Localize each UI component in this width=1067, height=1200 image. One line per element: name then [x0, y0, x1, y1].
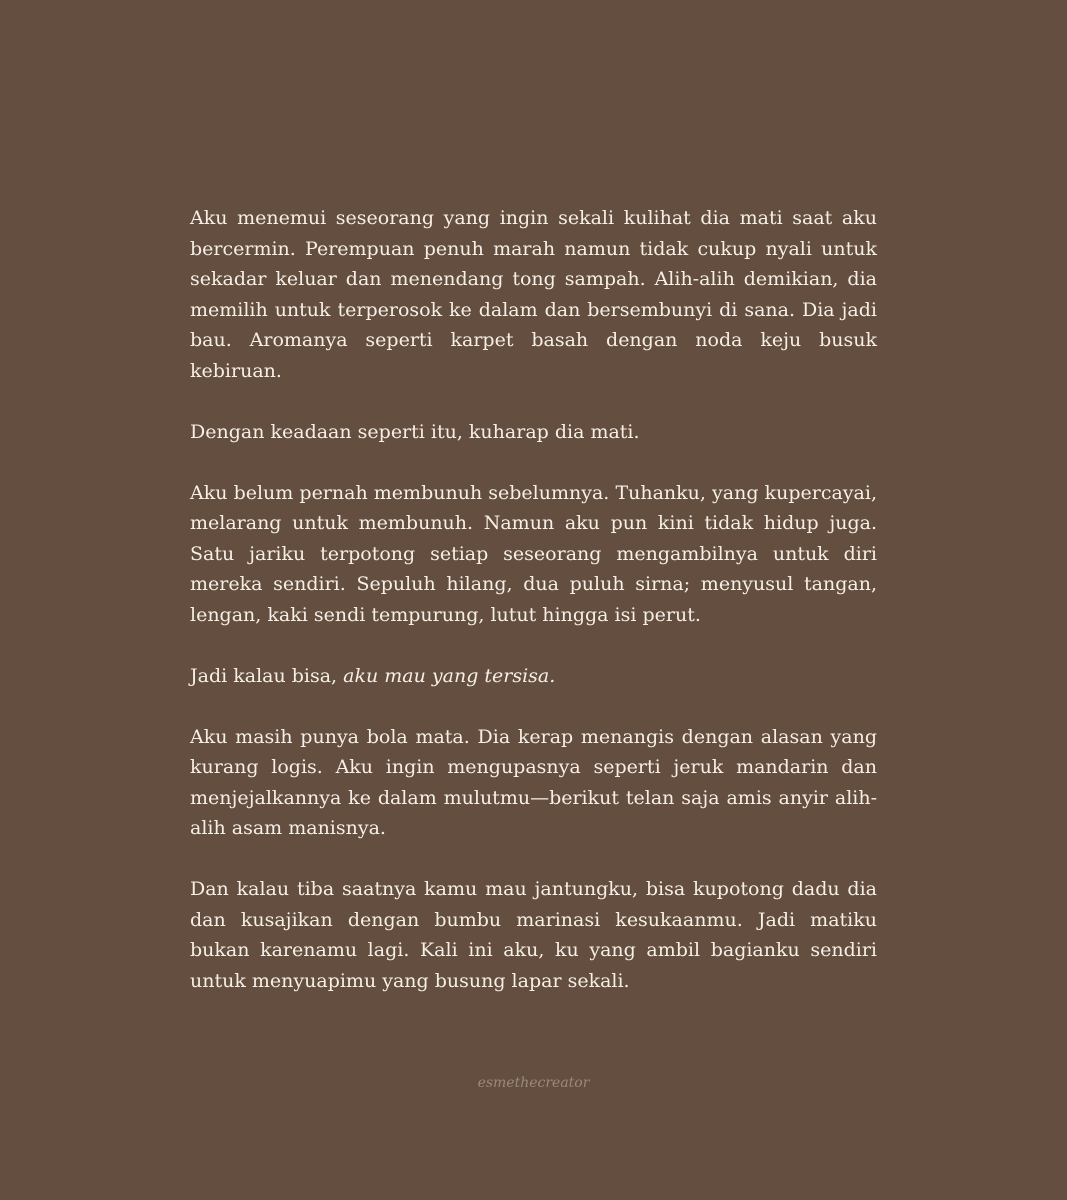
paragraph-4-plain: Jadi kalau bisa, — [190, 664, 344, 687]
paragraph-4-italic: aku mau yang tersisa. — [343, 664, 556, 687]
paragraph-2: Dengan keadaan seperti itu, kuharap dia mati. — [190, 420, 640, 443]
paragraph-5: Aku masih punya bola mata. Dia kerap menangis dengan alasan yang kurang logis. Aku ingin mengupasnya seperti jeruk mandarin dan menjejalkannya ke dalam mulutmu—berikut telan saja amis anyir alih-alih asam manisnya. — [190, 725, 877, 839]
paragraph-3: Aku belum pernah membunuh sebelumnya. Tuhanku, yang kupercayai, melarang untuk membunuh. Namun aku pun kini tidak hidup juga. Satu jariku terpotong setiap seseorang mengambilnya untuk diri mereka sendiri. Sepuluh hilang, dua puluh sirna; menyusul tangan, lengan, kaki sendi tempurung, lutut hingga isi perut. — [190, 481, 877, 626]
paragraph-6: Dan kalau tiba saatnya kamu mau jantungku, bisa kupotong dadu dia dan kusajikan dengan bumbu marinasi kesukaanmu. Jadi matiku bukan karenamu lagi. Kali ini aku, ku yang ambil bagianku sendiri untuk menyuapimu yang busung lapar sekali. — [190, 878, 877, 992]
author-signature: esmethecreator — [477, 1075, 590, 1091]
paragraph-1: Aku menemui seseorang yang ingin sekali kulihat dia mati saat aku bercermin. Perempuan penuh marah namun tidak cukup nyali untuk sekadar keluar dan menendang tong sampah. Alih-alih demikian, dia memilih untuk terperosok ke dalam dan bersembunyi di sana. Dia jadi bau. Aromanya seperti karpet basah dengan noda keju busuk kebiruan. — [190, 207, 877, 382]
prose-text — [190, 203, 877, 996]
paragraph-4 — [190, 661, 877, 692]
